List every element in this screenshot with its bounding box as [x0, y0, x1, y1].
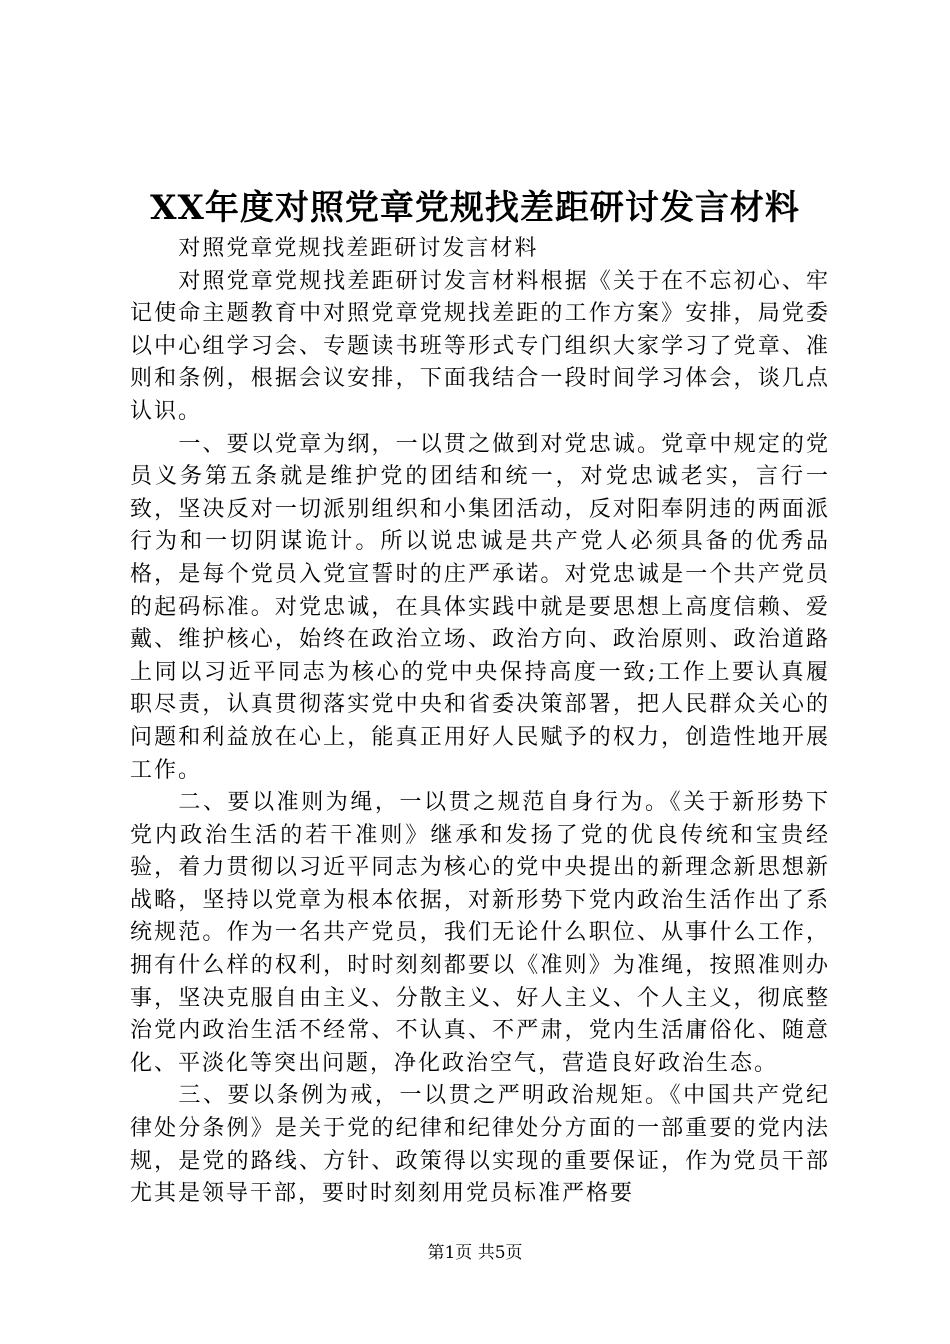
paragraph-section-two: 二、要以准则为绳，一以贯之规范自身行为。《关于新形势下党内政治生活的若干准则》继承和发扬了党的优良传统和宝贵经验，着力贯彻以习近平同志为核心的党中央提出的新理念新思想新战略，坚持以党章为根本依据，对新形势下党内政治生活作出了系统规范。作为一名共产党员，我们无论什么职位、从事什么工作，拥有什么样的权利，时时刻刻都要以《准则》为准绳，按照准则办事，坚决克服自由主义、分散主义、好人主义、个人主义，彻底整治党内政治生活不经常、不认真、不严肃，党内生活庸俗化、随意化、平淡化等突出问题，净化政治空气，营造良好政治生态。	[130, 790, 830, 1076]
paragraph-section-one: 一、要以党章为纲，一以贯之做到对党忠诚。党章中规定的党员义务第五条就是维护党的团结和统一，对党忠诚老实，言行一致，坚决反对一切派别组织和小集团活动，反对阳奉阴违的两面派行为和一切阴谋诡计。所以说忠诚是共产党人必须具备的优秀品格，是每个党员入党宣誓时的庄严承诺。对党忠诚是一个共产党员的起码标准。对党忠诚，在具体实践中就是要思想上高度信赖、爱戴、维护核心，始终在政治立场、政治方向、政治原则、政治道路上同以习近平同志为核心的党中央保持高度一致;工作上要认真履职尽责，认真贯彻落实党中央和省委决策部署，把人民群众关心的问题和利益放在心上，能真正用好人民赋予的权力，创造性地开展工作。	[130, 431, 830, 783]
paragraph-subtitle: 对照党章党规找差距研讨发言材料	[178, 236, 539, 261]
document-title: XX年度对照党章党规找差距研讨发言材料	[150, 188, 800, 228]
paragraph-section-three: 三、要以条例为戒，一以贯之严明政治规矩。《中国共产党纪律处分条例》是关于党的纪律和纪律处分方面的一部重要的党内法规，是党的路线、方针、政策得以实现的重要保证，作为党员干部尤其是领导干部，要时时刻刻用党员标准严格要	[130, 1083, 830, 1207]
document-body	[130, 233, 830, 1211]
paragraph-intro: 对照党章党规找差距研讨发言材料根据《关于在不忘初心、牢记使命主题教育中对照党章党规找差距的工作方案》安排，局党委以中心组学习会、专题读书班等形式专门组织大家学习了党章、准则和条例，根据会议安排，下面我结合一段时间学习体会，谈几点认识。	[130, 268, 830, 424]
page-number: 第1页 共5页	[427, 1243, 523, 1263]
